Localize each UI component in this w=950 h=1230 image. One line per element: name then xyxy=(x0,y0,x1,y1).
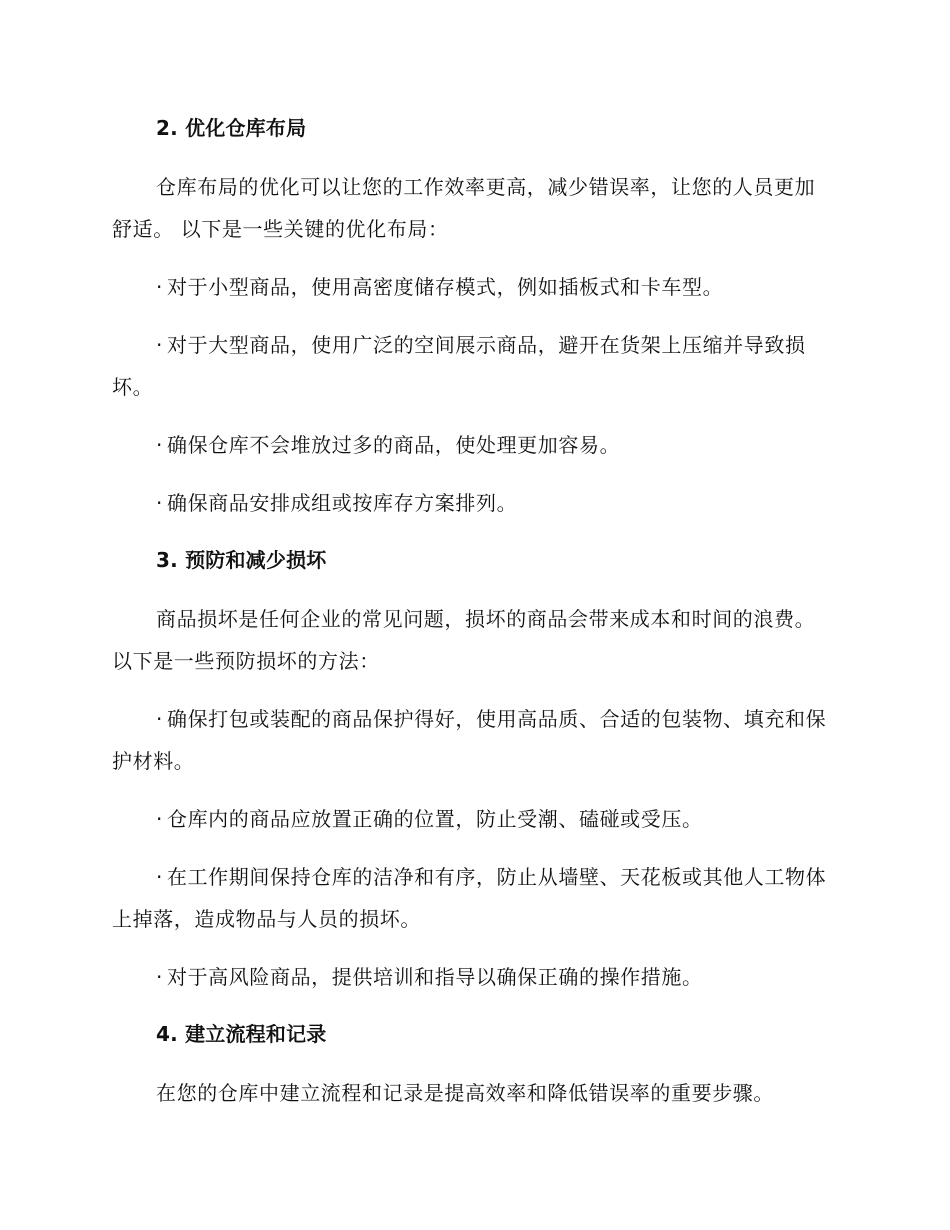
bullet-dot: · xyxy=(156,275,163,299)
bullet-item xyxy=(112,266,832,308)
bullet-dot: · xyxy=(156,865,163,889)
bullet-dot: · xyxy=(156,491,163,515)
bullet-text: 确保打包或装配的商品保护得好，使用高品质、合适的包装物、填充和保护材料。 xyxy=(112,707,827,773)
section-heading: 3. 预防和减少损坏 xyxy=(156,548,327,572)
section-intro: 商品损坏是任何企业的常见问题，损坏的商品会带来成本和时间的浪费。以下是一些预防损坏的方法： xyxy=(112,607,816,673)
bullet-item xyxy=(112,324,832,408)
bullet-text: 对于小型商品，使用高密度储存模式，例如插板式和卡车型。 xyxy=(166,275,724,299)
bullet-item xyxy=(112,956,832,998)
bullet-text: 仓库内的商品应放置正确的位置，防止受潮、磕碰或受压。 xyxy=(166,807,703,831)
bullet-dot: · xyxy=(156,707,163,731)
section-heading: 4. 建立流程和记录 xyxy=(156,1022,327,1046)
bullet-text: 确保商品安排成组或按库存方案排列。 xyxy=(166,491,518,515)
bullet-item xyxy=(112,482,832,524)
bullet-item xyxy=(112,798,832,840)
bullet-text: 对于高风险商品，提供培训和指导以确保正确的操作措施。 xyxy=(166,965,703,989)
bullet-text: 确保仓库不会堆放过多的商品，使处理更加容易。 xyxy=(166,433,621,457)
section-intro: 仓库布局的优化可以让您的工作效率更高，减少错误率，让您的人员更加舒适。 以下是一些关键的优化布局： xyxy=(112,175,816,241)
bullet-dot: · xyxy=(156,965,163,989)
section-heading: 2. 优化仓库布局 xyxy=(156,116,307,140)
bullet-dot: · xyxy=(156,333,163,357)
document-page xyxy=(112,108,832,1130)
section-intro: 在您的仓库中建立流程和记录是提高效率和降低错误率的重要步骤。 xyxy=(156,1081,774,1105)
bullet-text: 在工作期间保持仓库的洁净和有序，防止从墙壁、天花板或其他人工物体上掉落，造成物品与人员的损坏。 xyxy=(112,865,827,931)
bullet-dot: · xyxy=(156,807,163,831)
bullet-item xyxy=(112,856,832,940)
bullet-text: 对于大型商品，使用广泛的空间展示商品，避开在货架上压缩并导致损坏。 xyxy=(112,333,806,399)
bullet-dot: · xyxy=(156,433,163,457)
bullet-item xyxy=(112,698,832,782)
bullet-item xyxy=(112,424,832,466)
